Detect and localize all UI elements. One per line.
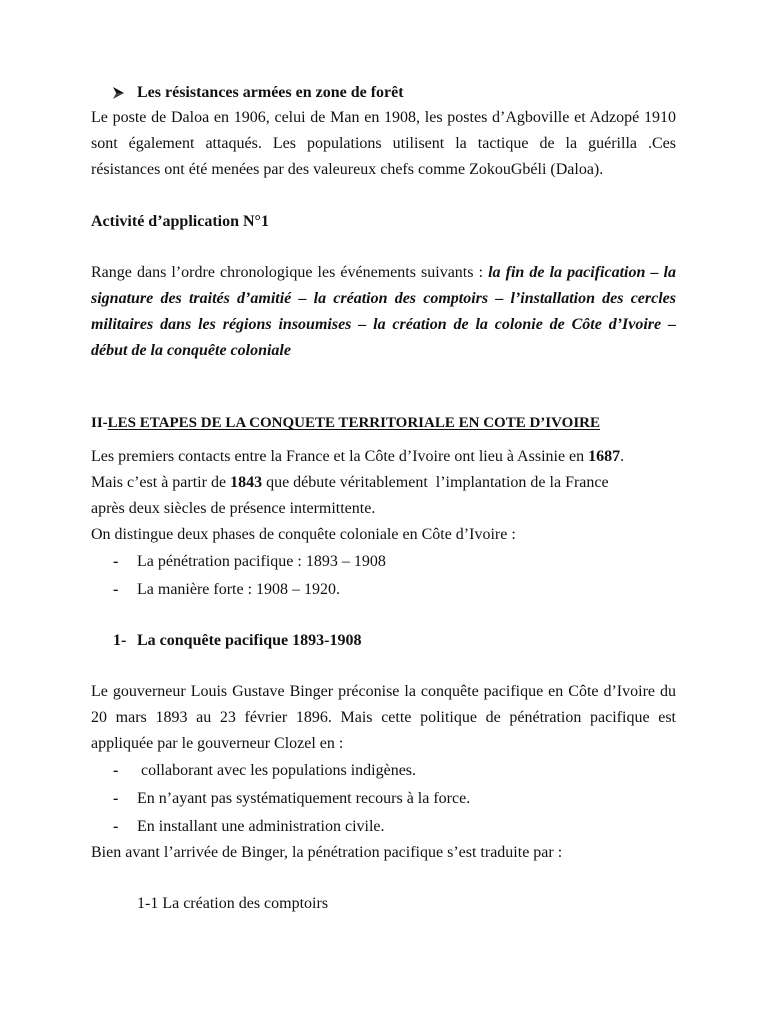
activity-instruction-line <box>91 263 676 283</box>
paragraph-line: Le poste de Daloa en 1906, celui de Man en 1908, les postes d’Agboville et Adzopé 1910 <box>91 109 676 126</box>
text-run: Mais c’est à partir de <box>91 474 231 491</box>
activity-events-line: début de la conquête coloniale <box>91 342 291 359</box>
activity-events: la fin de la pacification – la <box>488 264 676 281</box>
text-run: que débute véritablement l’implantation de la France <box>262 474 609 491</box>
list-item: En n’ayant pas systématiquement recours à la force. <box>137 790 471 807</box>
year-1687: 1687 <box>588 448 621 465</box>
list-item: En installant une administration civile. <box>137 818 385 835</box>
transition-sentence: Bien avant l’arrivée de Binger, la pénétration pacifique s’est traduite par : <box>91 844 563 861</box>
subsection-title: La conquête pacifique 1893-1908 <box>137 632 362 649</box>
paragraph-line: 20 mars 1893 au 23 février 1896. Mais cette politique de pénétration pacifique est <box>91 709 676 726</box>
section-heading-resistances: Les résistances armées en zone de forêt <box>137 84 404 101</box>
section-number: II- <box>91 415 108 431</box>
list-bullet: - <box>113 581 119 598</box>
list-bullet: - <box>113 553 119 570</box>
paragraph-line: Le gouverneur Louis Gustave Binger préconise la conquête pacifique en Côte d’Ivoire du <box>91 683 676 700</box>
paragraph-line: sont également attaqués. Les populations utilisent la tactique de la guérilla .Ces <box>91 135 676 152</box>
paragraph-line <box>91 447 676 467</box>
section-heading-etapes <box>91 413 676 433</box>
activity-events-line: militaires dans les régions insoumises – la création de la colonie de Côte d’Ivoire – <box>91 316 676 333</box>
activity-instruction: Range dans l’ordre chronologique les événements suivants : <box>91 264 489 281</box>
list-bullet: - <box>113 790 119 807</box>
arrowhead-right-icon <box>113 87 124 99</box>
text-run: . <box>620 448 625 465</box>
paragraph-line <box>91 473 676 493</box>
list-item: La pénétration pacifique : 1893 – 1908 <box>137 553 386 570</box>
paragraph-line: résistances ont été menées par des valeureux chefs comme ZokouGbéli (Daloa). <box>91 161 604 178</box>
list-item: collaborant avec les populations indigènes. <box>141 762 417 779</box>
paragraph-line: appliquée par le gouverneur Clozel en : <box>91 735 344 752</box>
phases-intro: On distingue deux phases de conquête coloniale en Côte d’Ivoire : <box>91 526 516 543</box>
text-run: Les premiers contacts entre la France et la Côte d’Ivoire ont lieu à Assinie en <box>91 448 589 465</box>
paragraph-line: après deux siècles de présence intermittente. <box>91 500 376 517</box>
list-bullet: - <box>113 818 119 835</box>
sub-subheading: 1-1 La création des comptoirs <box>137 895 329 912</box>
year-1843: 1843 <box>230 474 263 491</box>
activity-events-line: signature des traités d’amitié – la création des comptoirs – l’installation des cercles <box>91 290 676 307</box>
list-bullet: - <box>113 762 119 779</box>
list-item: La manière forte : 1908 – 1920. <box>137 581 341 598</box>
activity-title: Activité d’application N°1 <box>91 213 269 230</box>
subsection-number: 1- <box>113 632 127 649</box>
section-title: LES ETAPES DE LA CONQUETE TERRITORIALE EN COTE D’IVOIRE <box>107 415 600 431</box>
